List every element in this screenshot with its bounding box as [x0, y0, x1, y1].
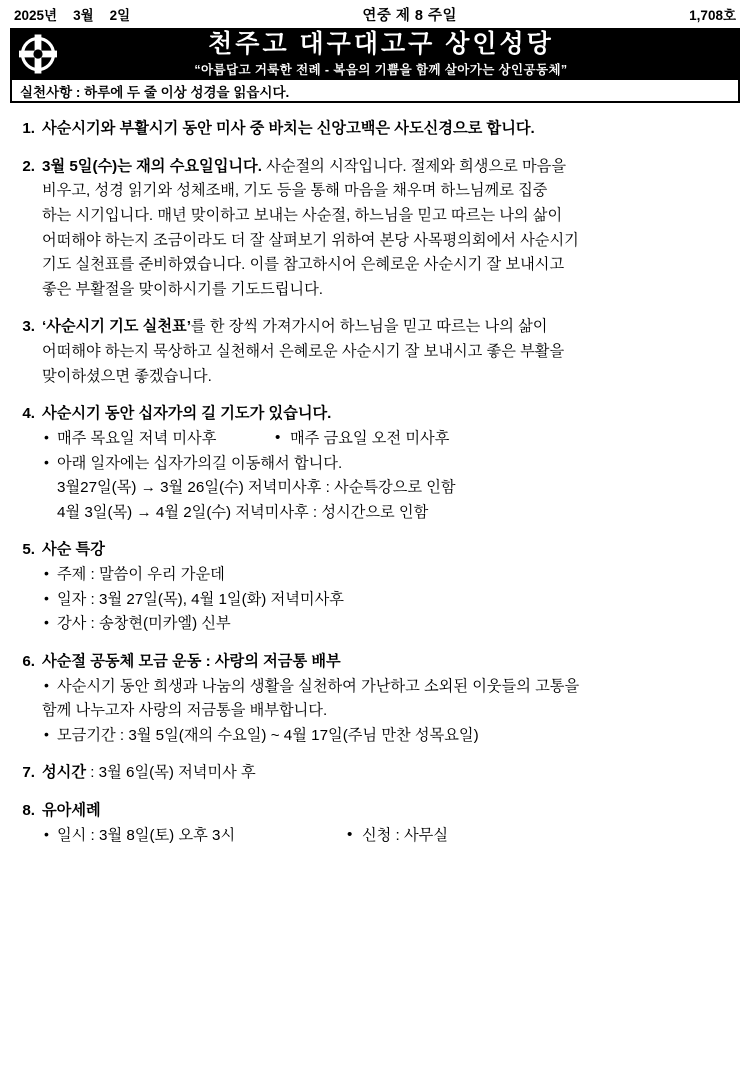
bullet-text: 사순시기 동안 희생과 나눔의 생활을 실천하여 가난하고 소외된 이웃들의 고통을: [57, 677, 580, 695]
item-title-rest: 사순절의 시작입니다. 절제와 희생으로 마음을: [261, 157, 567, 175]
item-line: 어떠해야 하는지 묵상하고 실천해서 은혜로운 사순시기 잘 보내시고 좋은 부활을: [42, 343, 565, 360]
list-item: [16, 155, 734, 303]
bullet-continuation: 함께 나누고자 사랑의 저금통을 배부합니다.: [42, 702, 328, 720]
liturgical-title: 연중 제 8 주일: [362, 8, 458, 24]
item-line: 3월27일(목) → 3월 26일(수) 저녁미사후 : 사순특강으로 인함: [57, 479, 456, 497]
item-number: 4.: [22, 405, 35, 423]
bullet-row: • 아래 일자에는 십자가의길 이동해서 합니다.: [42, 452, 734, 477]
header-meta-row: [10, 0, 740, 28]
item-title-rest: : 3월 6일(목) 저녁미사 후: [86, 764, 256, 782]
celtic-cross-icon: [12, 28, 64, 80]
item-line: 비우고, 성경 읽기와 성체조배, 기도 등을 통해 마음을 채우며 하느님께로 집중: [42, 182, 548, 200]
list-item: [16, 315, 734, 389]
item-number: 2.: [22, 157, 35, 175]
masthead-banner: [10, 28, 740, 80]
issue-number: 1,708호: [689, 8, 736, 23]
list-item: [16, 650, 734, 749]
date-month: 3월: [73, 8, 94, 23]
item-title: 유아세례: [42, 802, 101, 819]
date-group: [14, 4, 130, 24]
item-number: 8.: [22, 802, 35, 819]
masthead-text: [64, 30, 738, 77]
item-title: 사순 특강: [42, 541, 105, 559]
item-title: 사순시기 동안 십자가의 길 기도가 있습니다.: [42, 405, 332, 423]
item-title-rest: 를 한 장씩 가져가시어 하느님을 믿고 따르는 나의 삶이: [190, 318, 548, 336]
bullet-row: • 모금기간 : 3월 5일(재의 수요일) ~ 4월 17일(주님 만찬 성목요일): [42, 724, 734, 749]
list-item: [16, 117, 734, 142]
item-line: 기도 실천표를 준비하였습니다. 이를 참고하시어 은혜로운 사순시기 잘 보내시고: [42, 256, 565, 274]
item-line: 하는 시기입니다. 매년 맞이하고 보내는 사순절, 하느님을 믿고 따르는 나의 삶이: [42, 206, 563, 224]
item-number: 6.: [22, 652, 35, 670]
bullet-row: [42, 824, 734, 849]
date-day: 2일: [109, 8, 131, 23]
item-line: 맞이하셨으면 좋겠습니다.: [42, 367, 212, 385]
item-number: 5.: [22, 541, 35, 559]
church-name: 천주고 대구대고구 상인성당: [208, 30, 554, 59]
list-item: [16, 538, 734, 637]
bullet-text-second: • 매주 금요일 오전 미사후: [275, 428, 450, 447]
list-item: [16, 402, 734, 525]
item-title: ‘사순시기 기도 실천표’: [42, 318, 191, 336]
practice-note: 실천사항 : 하루에 두 줄 이상 성경을 읽읍시다.: [10, 80, 740, 103]
bullet-text: • 일시 : 3월 8일(토) 오후 3시: [57, 826, 236, 844]
date-year: 2025년: [14, 8, 58, 23]
bullet-row: [42, 675, 734, 724]
bullet-row: • 강사 : 송창현(미카엘) 신부: [42, 612, 734, 637]
item-title: 사순시기와 부활시기 동안 미사 중 바치는 신앙고백은 사도신경으로 합니다.: [42, 120, 535, 137]
bullet-row: • 일자 : 3월 27일(목), 4월 1일(화) 저녁미사후: [42, 588, 734, 613]
item-title: 3월 5일(수)는 재의 수요일입니다.: [42, 157, 262, 175]
list-item: [16, 761, 734, 786]
item-number: 1.: [22, 120, 35, 137]
item-line: 좋은 부활절을 맞이하시기를 기도드립니다.: [42, 280, 323, 298]
list-item: [16, 799, 734, 848]
item-title: 성시간: [42, 764, 87, 782]
announcement-list: [10, 103, 740, 848]
item-number: 7.: [22, 764, 35, 782]
item-title: 사순절 공동체 모금 운동 : 사랑의 저금통 배부: [42, 652, 341, 670]
bullet-row: [42, 427, 734, 452]
item-line: 4월 3일(목) → 4월 2일(수) 저녁미사후 : 성시간으로 인함: [57, 503, 429, 521]
church-slogan: “아름답고 거룩한 전례 - 복음의 기쁨을 함께 살아가는 상인공동체”: [194, 62, 568, 77]
item-line: 어떠해야 하는지 조금이라도 더 잘 살펴보기 위하여 본당 사목평의회에서 사순시기: [42, 231, 579, 249]
item-number: 3.: [22, 318, 35, 336]
bullet-text: • 매주 목요일 저녁 미사후: [57, 429, 217, 447]
bullet-row: • 주제 : 말씀이 우리 가운데: [42, 563, 734, 588]
bullet-text-second: • 신청 : 사무실: [347, 825, 449, 844]
